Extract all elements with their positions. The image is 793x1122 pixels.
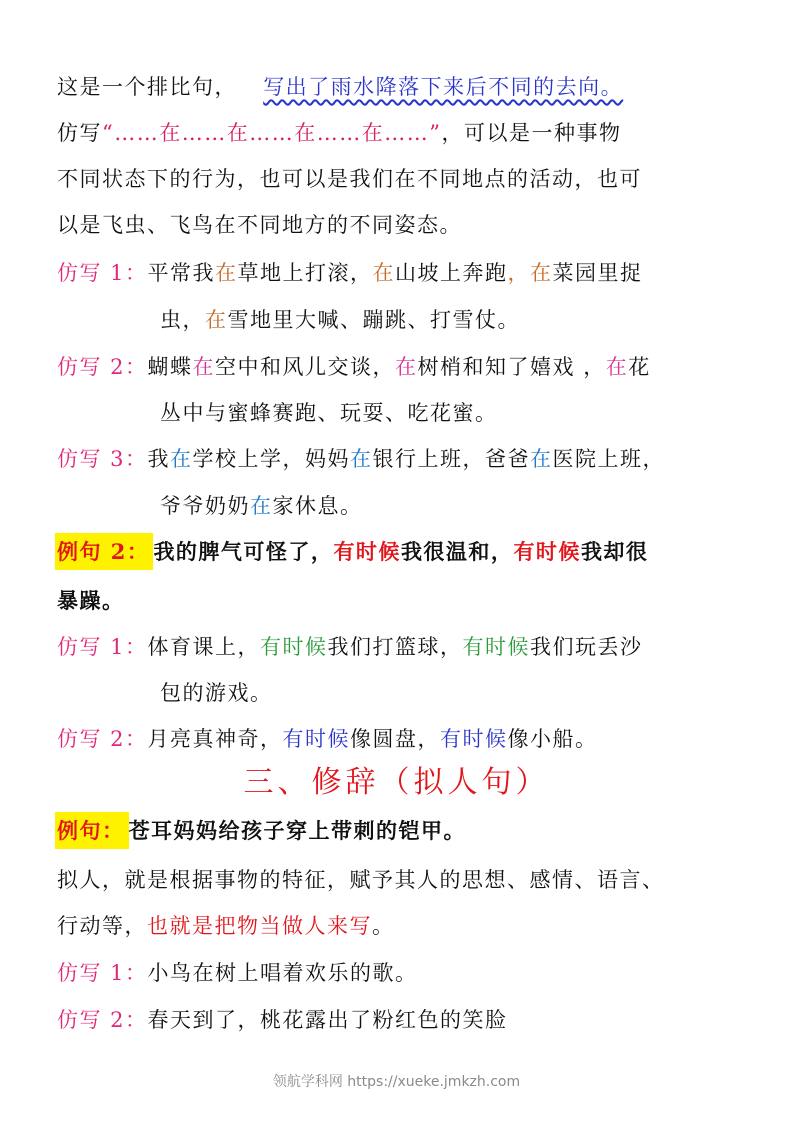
fangxie-label: 仿写 2： xyxy=(57,727,148,751)
text: 菜园里捉 xyxy=(552,261,643,285)
fangxie-c1 xyxy=(57,958,747,988)
text: 。 xyxy=(372,914,395,938)
text: 我们玩丢沙 xyxy=(530,635,643,659)
keyword: 有时候 xyxy=(462,635,531,659)
example-label: 例句： xyxy=(55,812,129,849)
text: 我 xyxy=(147,447,171,471)
example-label: 例句 2： xyxy=(55,533,153,570)
zai-word: 在 xyxy=(170,447,193,471)
text: 空中和风儿交谈， xyxy=(215,355,396,379)
keyword: 有时候 xyxy=(333,539,401,564)
text: 我很温和， xyxy=(400,539,514,564)
text: 雪地里大喊、蹦跳、打雪仗。 xyxy=(227,308,520,332)
fangxie-b1-cont: 包的游戏。 xyxy=(160,681,273,705)
text: 春天到了，桃花露出了粉红色的笑脸 xyxy=(147,1008,508,1032)
fangxie-word: 仿写 xyxy=(57,121,102,145)
fangxie-1-cont xyxy=(160,305,793,335)
text: 学校上学，妈妈 xyxy=(192,447,351,471)
zai-word: 在 xyxy=(250,494,273,518)
keyword: 有时候 xyxy=(260,635,328,659)
zai-word: 在 xyxy=(395,355,418,379)
definition-highlight: 也就是把物当做人来写 xyxy=(147,914,372,938)
example-3 xyxy=(57,816,747,846)
fangxie-label: 仿写 1： xyxy=(57,635,148,659)
text: 爷爷奶奶 xyxy=(160,494,250,518)
line-parallel-intro xyxy=(57,72,747,102)
text: 家休息。 xyxy=(272,494,363,518)
keyword: 有时候 xyxy=(440,727,508,751)
pattern-explain: ，可以是一种事物 xyxy=(441,121,622,145)
definition-line-1: 拟人，就是根据事物的特征，赋予其人的思想、感情、语言、 xyxy=(57,868,665,892)
keyword: 有时候 xyxy=(513,539,581,564)
line-explain-3: 以是飞虫、飞鸟在不同地方的不同姿态。 xyxy=(57,213,462,237)
text: 虫， xyxy=(160,308,205,332)
fangxie-1 xyxy=(57,258,747,288)
fangxie-label: 仿写 2： xyxy=(57,355,148,379)
text: 月亮真神奇， xyxy=(147,727,283,751)
text: 树梢和知了嬉戏 ， xyxy=(417,355,606,379)
comma: ， xyxy=(507,261,531,285)
text: 像圆盘， xyxy=(350,727,441,751)
zai-word: 在 xyxy=(350,447,373,471)
zai-word: 在 xyxy=(205,308,228,332)
definition-line-2 xyxy=(57,911,747,941)
underlined-sentence: 写出了雨水降落下来后不同的去向。 xyxy=(263,75,624,99)
keyword: 有时候 xyxy=(282,727,351,751)
text: 我们打篮球， xyxy=(327,635,463,659)
example-2-cont: 暴躁。 xyxy=(57,588,125,613)
text: 蝴蝶 xyxy=(147,355,193,379)
text: 我的脾气可怪了， xyxy=(153,539,334,564)
fangxie-label: 仿写 1： xyxy=(57,961,148,985)
zai-word: 在 xyxy=(605,355,629,379)
zai-word: 在 xyxy=(530,447,553,471)
text: 医院上班， xyxy=(552,447,666,471)
intro-text: 这是一个排比句， xyxy=(57,75,237,99)
text: 小鸟在树上唱着欢乐的歌。 xyxy=(147,961,418,985)
fangxie-3 xyxy=(57,444,747,474)
fangxie-3-cont xyxy=(160,491,793,521)
text: 平常我 xyxy=(147,261,216,285)
text: 体育课上， xyxy=(147,635,261,659)
fangxie-label: 仿写 3： xyxy=(57,447,148,471)
zai-word: 在 xyxy=(192,355,216,379)
zai-word: 在 xyxy=(530,261,553,285)
text: 像小船。 xyxy=(507,727,598,751)
text: 草地上打滚， xyxy=(237,261,373,285)
footer-watermark: 领航学科网 https://xueke.jmkzh.com xyxy=(272,1074,521,1090)
fangxie-label: 仿写 1： xyxy=(57,261,148,285)
line-explain-2: 不同状态下的行为，也可以是我们在不同地点的活动，也可 xyxy=(57,167,642,191)
line-fangxie-pattern xyxy=(57,118,747,148)
text: 我却很 xyxy=(580,539,649,564)
text: 苍耳妈妈给孩子穿上带刺的铠甲。 xyxy=(128,818,466,843)
fangxie-b2 xyxy=(57,724,747,754)
fangxie-c2 xyxy=(57,1005,747,1035)
fangxie-label: 仿写 2： xyxy=(57,1008,148,1032)
fangxie-b1 xyxy=(57,632,747,662)
text: 花 xyxy=(628,355,651,379)
text: 行动等， xyxy=(57,914,147,938)
pattern-text: “……在……在……在……在……” xyxy=(102,121,442,145)
zai-word: 在 xyxy=(215,261,238,285)
text: 银行上班，爸爸 xyxy=(372,447,531,471)
fangxie-2-cont: 丛中与蜜蜂赛跑、玩耍、吃花蜜。 xyxy=(160,401,498,425)
section-heading: 三、修辞（拟人句） xyxy=(243,765,550,800)
text: 山坡上奔跑 xyxy=(395,261,508,285)
zai-word: 在 xyxy=(372,261,396,285)
example-2 xyxy=(57,537,747,567)
fangxie-2 xyxy=(57,352,747,382)
